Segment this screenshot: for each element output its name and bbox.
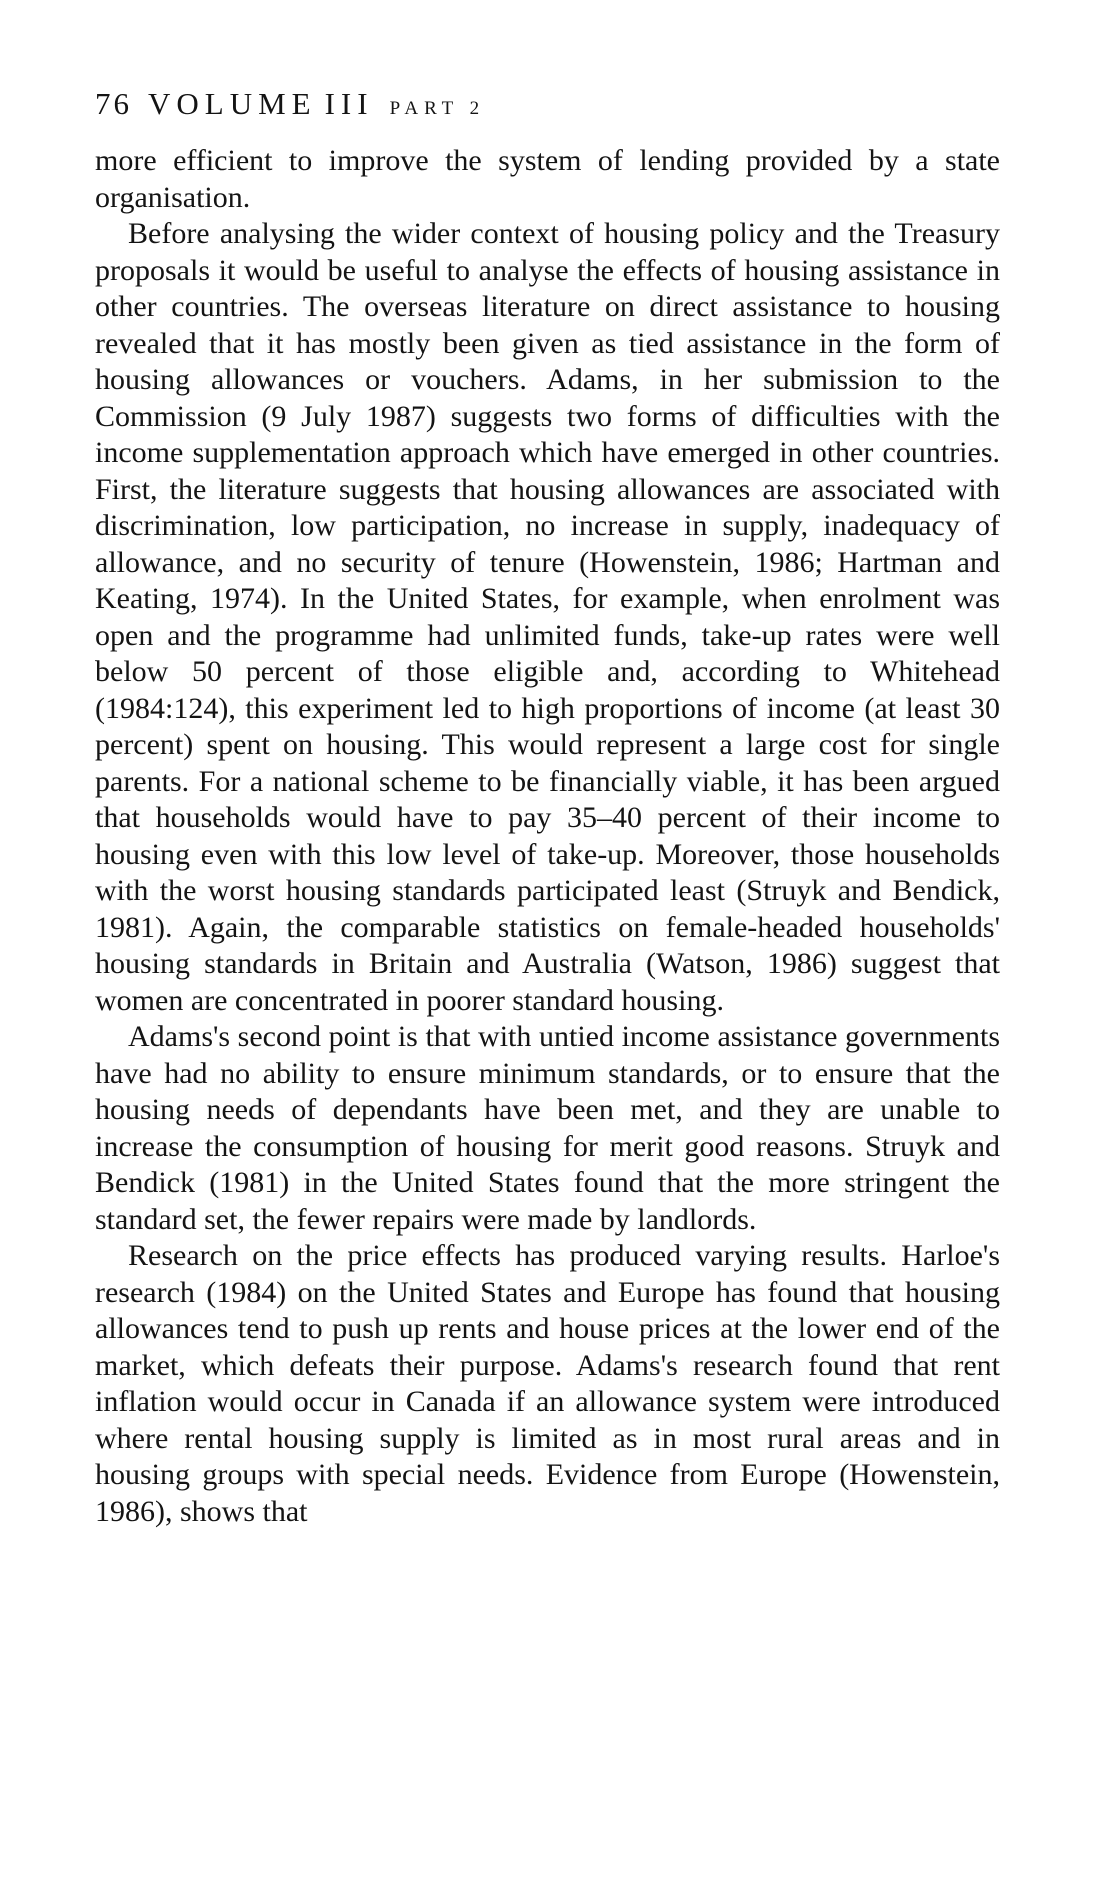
- running-head: [95, 84, 1000, 129]
- paragraph-continuation: more efficient to improve the system of lending provided by a state organisation.: [95, 144, 1000, 214]
- part-label: PART 2: [389, 98, 486, 119]
- page-number: 76: [95, 86, 132, 121]
- paragraph-untied-assistance: Adams's second point is that with untied income assistance governments have had no ability to ensure minimum standards, or to ensure that the housing needs of dependants have been met, and they are unable to increase the consumption of housing for merit good reasons. Struyk and Bendick (1981) in the United States found that the more stringent the standard set, the fewer repairs were made by landlords.: [95, 1020, 1000, 1236]
- paragraph-price-effects: Research on the price effects has produced varying results. Harloe's research (1984) on the United States and Europe has found that housing allowances tend to push up rents and house prices at the lower end of the market, which defeats their purpose. Adams's research found that rent inflation would occur in Canada if an allowance system were introduced where rental housing supply is limited as in most rural areas and in housing groups with special needs. Evidence from Europe (Howenstein, 1986), shows that: [95, 1239, 1000, 1528]
- paragraph-housing-assistance: Before analysing the wider context of housing policy and the Treasury proposals it would be useful to analyse the effects of housing assistance in other countries. The overseas literature on direct assistance to housing revealed that it has mostly been given as tied assistance in the form of housing allowances or vouchers. Adams, in her submission to the Commission (9 July 1987) suggests two forms of difficulties with the income supplementation approach which have emerged in other countries. First, the literature suggests that housing allowances are associated with discrimination, low participation, no increase in supply, inadequacy of allowance, and no security of tenure (Howenstein, 1986; Hartman and Keating, 1974). In the United States, for example, when enrolment was open and the programme had unlimited funds, take-up rates were well below 50 percent of those eligible and, according to Whitehead (1984:124), this experiment led to high proportions of income (at least 30 percent) spent on housing. This would represent a large cost for single parents. For a national scheme to be financially viable, it has been argued that households would have to pay 35–40 percent of their income to housing even with this low level of take-up. Moreover, those households with the worst housing standards participated least (Struyk and Bendick, 1981). Again, the comparable statistics on female-headed households' housing standards in Britain and Australia (Watson, 1986) suggest that women are concentrated in poorer standard housing.: [95, 217, 1000, 1017]
- page-content: [95, 84, 1000, 1530]
- body-text: [95, 143, 1000, 1530]
- volume-label: VOLUME: [148, 86, 317, 121]
- volume-number: III: [324, 86, 374, 121]
